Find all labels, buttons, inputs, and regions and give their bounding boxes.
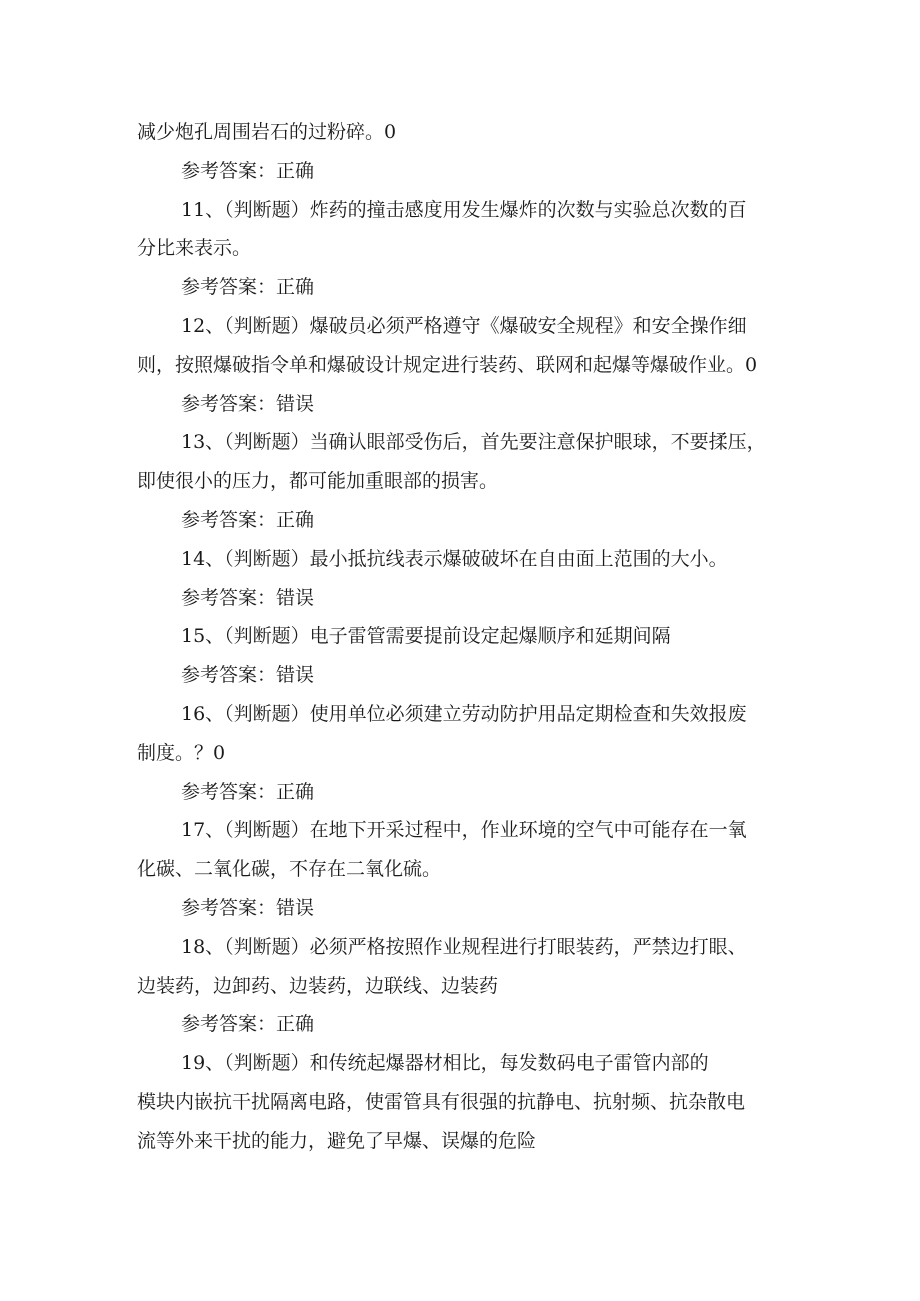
text-line: 减少炮孔周围岩石的过粉碎。0 [137,121,397,143]
question-line: 15、（判断题）电子雷管需要提前设定起爆顺序和延期间隔 [181,625,671,648]
text-line: 则，按照爆破指令单和爆破设计规定进行装药、联网和起爆等爆破作业。0 [137,353,758,376]
text-line: 分比来表示。 [137,237,252,260]
answer-line: 参考答案：正确 [181,276,315,299]
text-line: 流等外来干扰的能力，避免了早爆、误爆的危险 [137,1129,537,1152]
answer-line: 参考答案：正确 [181,508,315,531]
question-line: 19、（判断题）和传统起爆器材相比，每发数码电子雷管内部的 [181,1052,709,1075]
question-line: 11、（判断题）炸药的撞击感度用发生爆炸的次数与实验总次数的百 [181,198,747,221]
answer-line: 参考答案：正确 [181,159,315,182]
answer-line: 参考答案：错误 [181,664,315,687]
text-line: 边装药，边卸药、边装药，边联线、边装药 [137,974,499,997]
text-line: 模块内嵌抗干扰隔离电路，使雷管具有很强的抗静电、抗射频、抗杂散电 [137,1090,746,1113]
question-line: 14、（判断题）最小抵抗线表示爆破破坏在自由面上范围的大小。 [181,547,728,570]
text-line: 即使很小的压力，都可能加重眼部的损害。 [137,470,499,493]
question-line: 17、（判断题）在地下开采过程中，作业环境的空气中可能存在一氧 [181,819,747,842]
text-line: 化碳、二氧化碳，不存在二氧化硫。 [137,858,442,881]
text-line: 制度。？0 [137,741,226,764]
answer-line: 参考答案：错误 [181,896,315,919]
answer-line: 参考答案：正确 [181,780,315,803]
question-line: 16、（判断题）使用单位必须建立劳动防护用品定期检查和失效报废 [181,702,747,725]
answer-line: 参考答案：正确 [181,1013,315,1036]
question-line: 13、（判断题）当确认眼部受伤后，首先要注意保护眼球，不要揉压， [181,431,766,454]
question-line: 18、（判断题）必须严格按照作业规程进行打眼装药，严禁边打眼、 [181,935,747,958]
question-line: 12、（判断题）爆破员必须严格遵守《爆破安全规程》和安全操作细 [181,314,747,337]
answer-line: 参考答案：错误 [181,392,315,415]
answer-line: 参考答案：错误 [181,586,315,609]
document-body [137,113,797,1161]
